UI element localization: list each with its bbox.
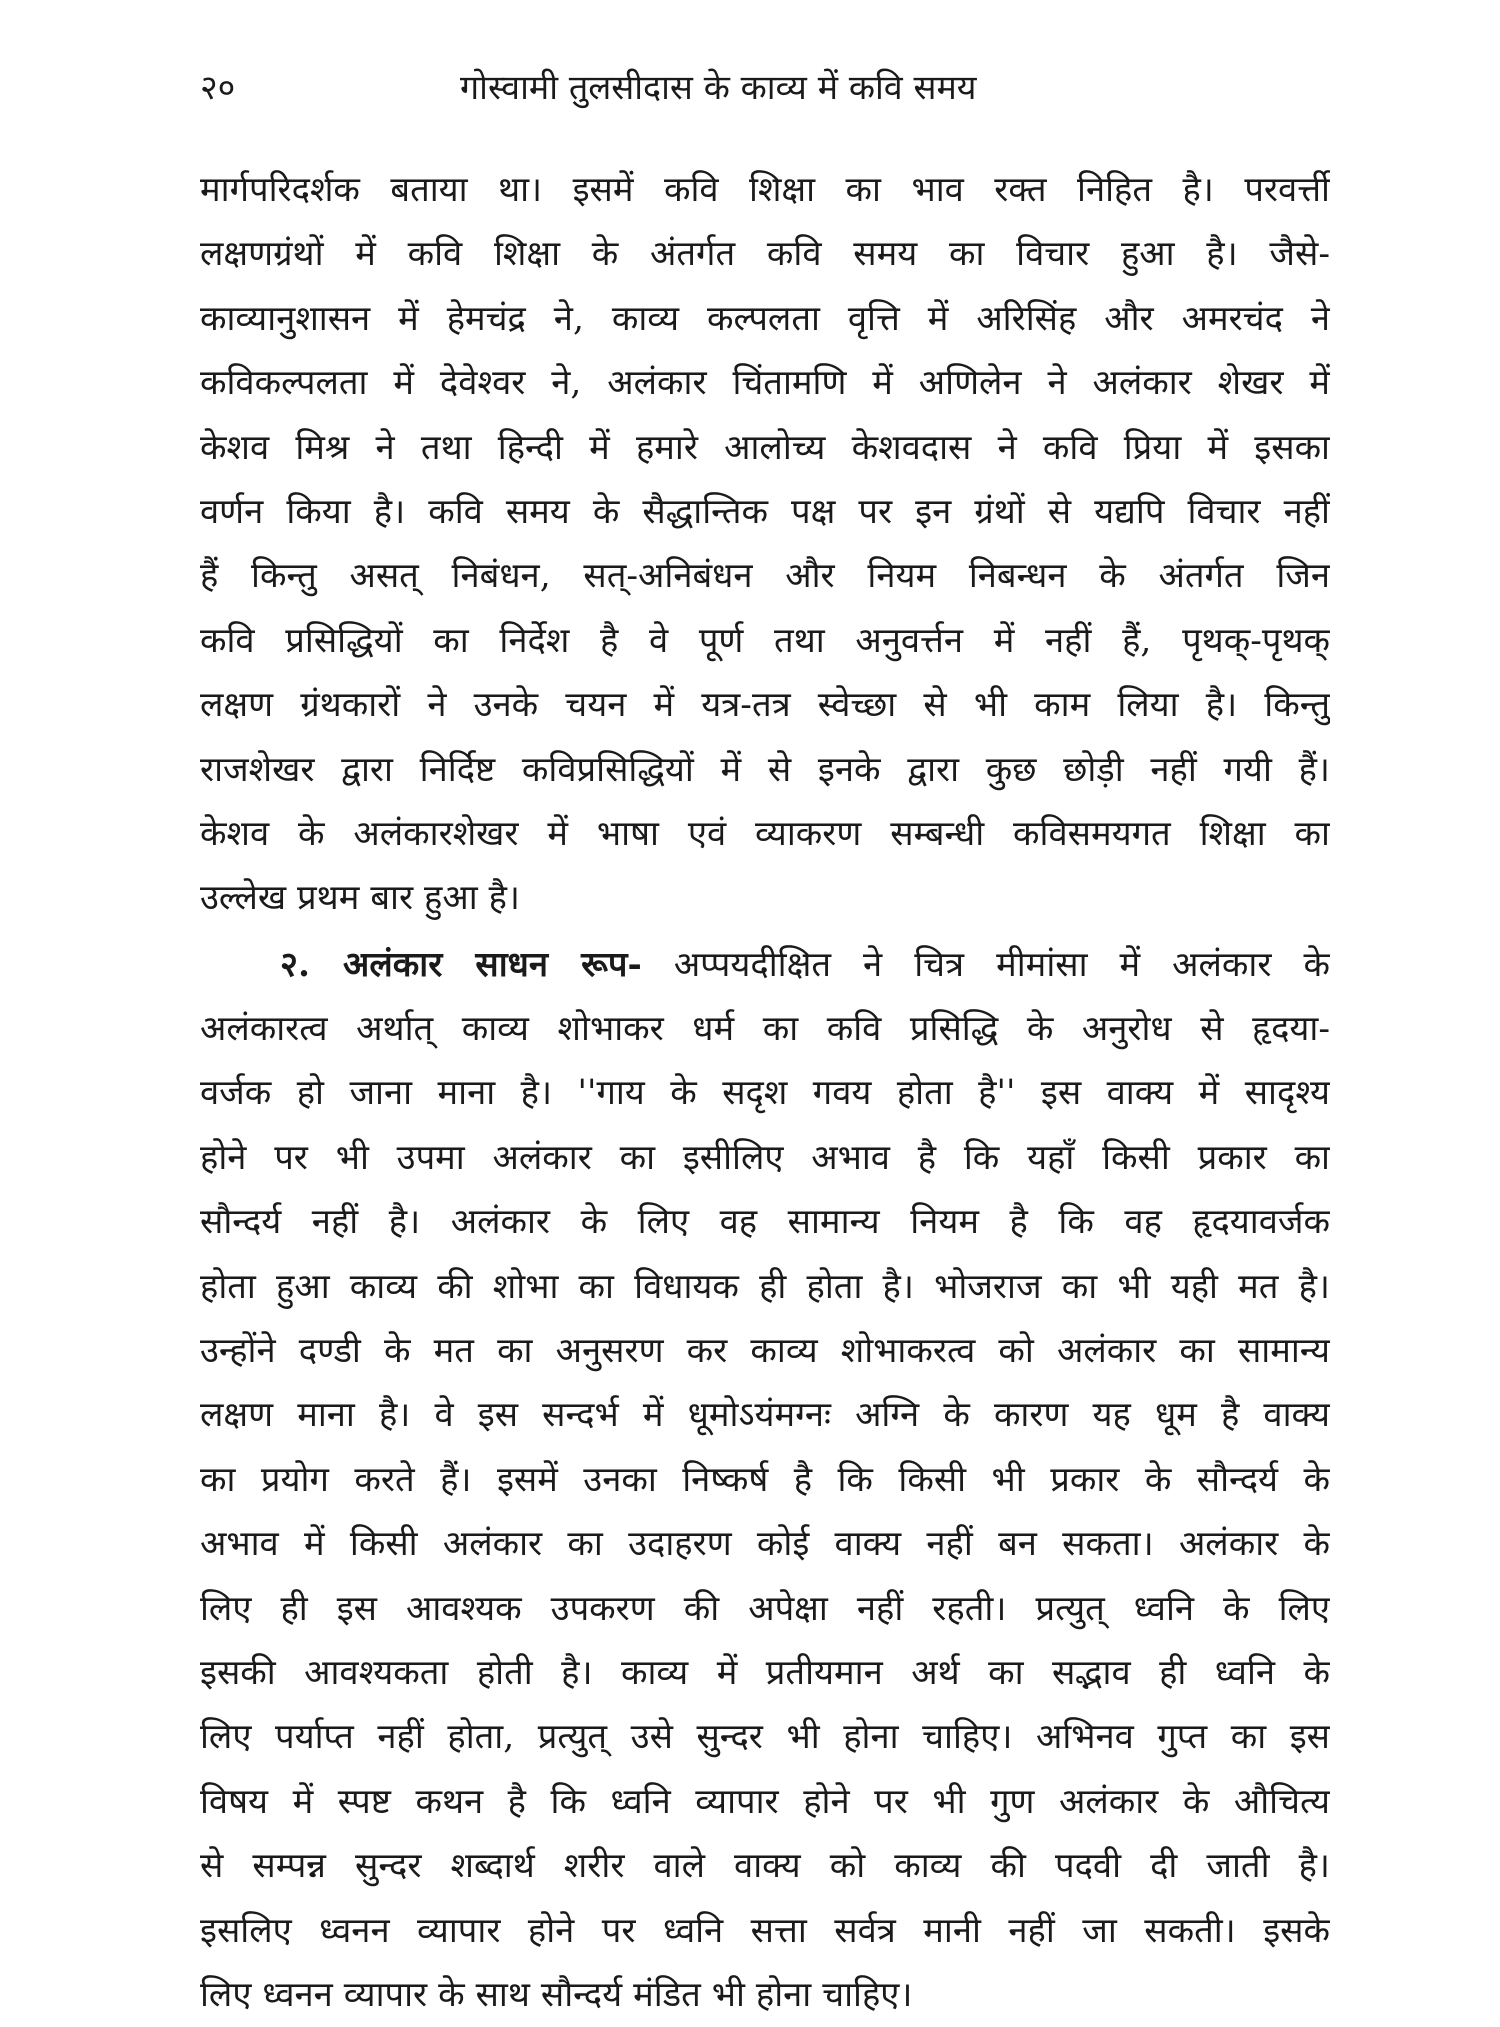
text-line: विषय में स्पष्ट कथन है कि ध्वनि व्यापार होने पर भी गुण अलंकार के औचित्य <box>200 1781 1330 1822</box>
text-line: वर्जक हो जाना माना है। ''गाय के सदृश गवय होता है'' इस वाक्य में सादृश्य <box>200 1073 1330 1114</box>
text-line: लक्षण माना है। वे इस सन्दर्भ में धूमोऽयंमग्नः अग्नि के कारण यह धूम है वाक्य <box>200 1395 1330 1436</box>
text-line: का प्रयोग करते हैं। इसमें उनका निष्कर्ष है कि किसी भी प्रकार के सौन्दर्य के <box>200 1459 1330 1500</box>
section-first-line-text: अप्पयदीक्षित ने चित्र मीमांसा में अलंकार के <box>673 944 1330 985</box>
body-text <box>200 158 1330 2027</box>
text-line: सौन्दर्य नहीं है। अलंकार के लिए वह सामान्य नियम है कि वह हृदयावर्जक <box>200 1202 1330 1243</box>
paragraph-2 <box>200 933 1330 2027</box>
text-line: लक्षणग्रंथों में कवि शिक्षा के अंतर्गत कवि समय का विचार हुआ है। जैसे- <box>200 234 1330 275</box>
text-line: अलंकारत्व अर्थात् काव्य शोभाकर धर्म का कवि प्रसिद्धि के अनुरोध से हृदया- <box>200 1009 1330 1050</box>
section-heading: २. अलंकार साधन रूप- <box>280 944 642 985</box>
text-line: राजशेखर द्वारा निर्दिष्ट कविप्रसिद्धियों में से इनके द्वारा कुछ छोड़ी नहीं गयी हैं। <box>200 749 1330 790</box>
text-line: से सम्पन्न सुन्दर शब्दार्थ शरीर वाले वाक्य को काव्य की पदवी दी जाती है। <box>200 1846 1330 1887</box>
text-line: होता हुआ काव्य की शोभा का विधायक ही होता है। भोजराज का भी यही मत है। <box>200 1266 1330 1307</box>
text-line: लिए ध्वनन व्यापार के साथ सौन्दर्य मंडित भी होना चाहिए। <box>200 1974 913 2015</box>
text-line: केशव के अलंकारशेखर में भाषा एवं व्याकरण सम्बन्धी कविसमयगत शिक्षा का <box>200 813 1330 854</box>
text-line: इसलिए ध्वनन व्यापार होने पर ध्वनि सत्ता सर्वत्र मानी नहीं जा सकती। इसके <box>200 1910 1330 1951</box>
page-number: २० <box>200 68 236 108</box>
text-line: होने पर भी उपमा अलंकार का इसीलिए अभाव है कि यहाँ किसी प्रकार का <box>200 1137 1330 1178</box>
running-title: गोस्वामी तुलसीदास के काव्य में कवि समय <box>460 68 977 108</box>
text-line: वर्णन किया है। कवि समय के सैद्धान्तिक पक्ष पर इन ग्रंथों से यद्यपि विचार नहीं <box>200 491 1330 532</box>
text-line: कवि प्रसिद्धियों का निर्देश है वे पूर्ण तथा अनुवर्त्तन में नहीं हैं, पृथक्-पृथक् <box>200 620 1330 661</box>
text-line: लिए ही इस आवश्यक उपकरण की अपेक्षा नहीं रहती। प्रत्युत् ध्वनि के लिए <box>200 1588 1330 1629</box>
text-line: हैं किन्तु असत् निबंधन, सत्-अनिबंधन और नियम निबन्धन के अंतर्गत जिन <box>200 556 1330 597</box>
running-header <box>200 62 1330 114</box>
text-line: इसकी आवश्यकता होती है। काव्य में प्रतीयमान अर्थ का सद्भाव ही ध्वनि के <box>200 1652 1330 1693</box>
text-line: उन्होंने दण्डी के मत का अनुसरण कर काव्य शोभाकरत्व को अलंकार का सामान्य <box>200 1331 1330 1372</box>
text-line: उल्लेख प्रथम बार हुआ है। <box>200 878 520 919</box>
text-line: मार्गपरिदर्शक बताया था। इसमें कवि शिक्षा का भाव रक्त निहित है। परवर्त्ती <box>200 170 1330 210</box>
text-line: केशव मिश्र ने तथा हिन्दी में हमारे आलोच्य केशवदास ने कवि प्रिया में इसका <box>200 427 1330 468</box>
paragraph-1 <box>200 158 1330 931</box>
text-line: काव्यानुशासन में हेमचंद्र ने, काव्य कल्पलता वृत्ति में अरिसिंह और अमरचंद ने <box>200 298 1330 339</box>
text-line: अभाव में किसी अलंकार का उदाहरण कोई वाक्य नहीं बन सकता। अलंकार के <box>200 1524 1330 1565</box>
text-line: लिए पर्याप्त नहीं होता, प्रत्युत् उसे सुन्दर भी होना चाहिए। अभिनव गुप्त का इस <box>200 1717 1330 1758</box>
section-first-line <box>200 933 1330 997</box>
text-line: कविकल्पलता में देवेश्वर ने, अलंकार चिंतामणि में अणिलेन ने अलंकार शेखर में <box>200 363 1330 404</box>
text-line: लक्षण ग्रंथकारों ने उनके चयन में यत्र-तत्र स्वेच्छा से भी काम लिया है। किन्तु <box>200 685 1330 726</box>
